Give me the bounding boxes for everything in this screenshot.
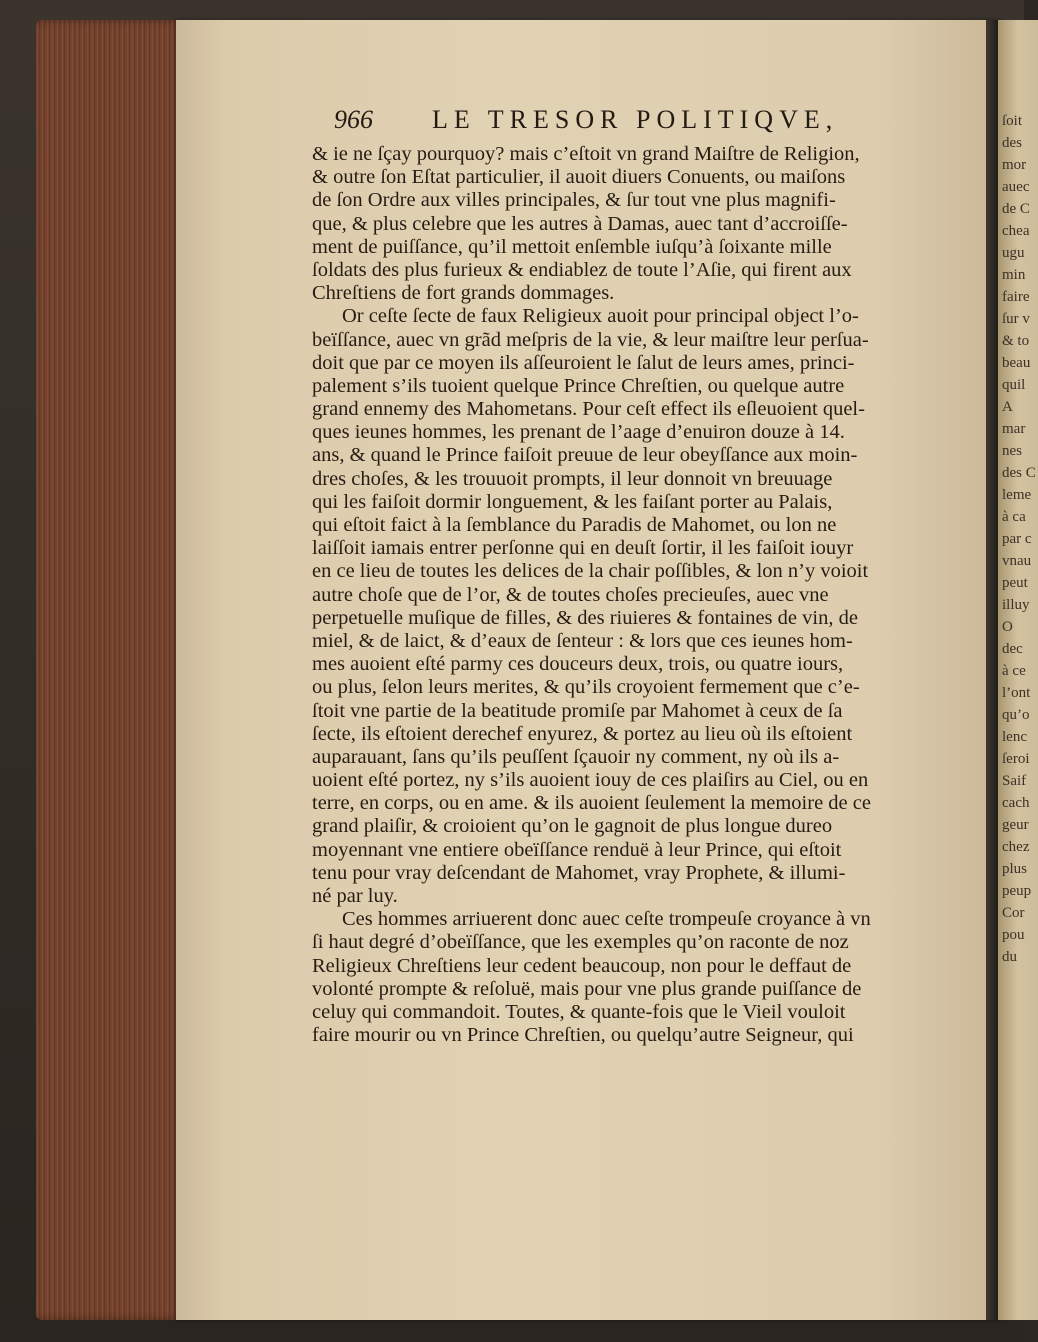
text-line: miel, & de laict, & d’eaux de ſenteur : & lors que ces ieunes hom-	[312, 629, 853, 652]
facing-fragment: plus	[1002, 861, 1028, 877]
facing-fragment: beau	[1002, 355, 1031, 371]
text-line: ſoldats des plus furieux & endiablez de toute l’Aſie, qui firent aux	[312, 258, 852, 281]
text-line: tenu pour vray deſcendant de Mahomet, vray Prophete, & illumi-	[312, 861, 846, 884]
text-line: faire mourir ou vn Prince Chreſtien, ou quelqu’autre Seigneur, qui	[312, 1024, 854, 1047]
text-line: uoient eſté portez, ny s’ils auoient iouy de ces plaiſirs au Ciel, ou en	[312, 769, 869, 792]
facing-fragment: ſur v	[1002, 311, 1030, 327]
facing-fragment: à ce	[1002, 663, 1026, 679]
facing-fragment: mor	[1002, 157, 1027, 173]
text-line: volonté prompte & reſoluë, mais pour vne plus grande puiſſance de	[312, 977, 862, 1000]
text-line: mes auoient eſté parmy ces douceurs deux, trois, ou quatre iours,	[312, 653, 844, 676]
text-line: & outre ſon Eſtat particulier, il auoit diuers Conuents, ou maiſons	[312, 166, 846, 189]
facing-fragment: ſeroi	[1002, 751, 1030, 767]
facing-fragment: peup	[1002, 883, 1032, 899]
facing-fragment: à ca	[1002, 509, 1026, 525]
text-line: ſi haut degré d’obeïſſance, que les exemples qu’on raconte de noz	[312, 931, 849, 954]
facing-fragment: chez	[1002, 839, 1030, 855]
text-line: ſecte, ils eſtoient derechef enyurez, & portez au lieu où ils eſtoient	[312, 722, 853, 745]
facing-fragment: de C	[1002, 201, 1030, 217]
text-line: ſtoit vne partie de la beatitude promiſe par Mahomet à ceux de ſa	[312, 699, 843, 722]
text-line: & ie ne ſçay pourquoy? mais c’eſtoit vn grand Maiſtre de Religion,	[312, 143, 860, 165]
facing-fragment: mar	[1002, 421, 1026, 437]
text-line: ques ieunes hommes, les prenant de l’aage d’enuiron douze à 14.	[312, 421, 845, 444]
text-line: de ſon Ordre aux villes principales, & ſur tout vne plus magnifi-	[312, 189, 836, 212]
text-line: Religieux Chreſtiens leur cedent beaucoup, non pour le deffaut de	[312, 954, 852, 977]
text-line: Ces hommes arriuerent donc auec ceſte trompeuſe croyance à vn	[342, 908, 871, 931]
facing-fragment: qu’o	[1002, 707, 1030, 723]
facing-fragment: vnau	[1002, 553, 1032, 569]
facing-fragment: quil	[1002, 377, 1026, 393]
facing-fragment: illuy	[1002, 597, 1030, 613]
facing-fragment: pou	[1002, 927, 1025, 943]
text-line: en ce lieu de toutes les delices de la chair poſſibles, & lon n’y voioit	[312, 560, 869, 583]
text-line: que, & plus celebre que les autres à Damas, auec tant d’accroiſſe-	[312, 212, 848, 235]
page-number: 966	[334, 105, 373, 134]
text-line: terre, en corps, ou en ame. & ils auoient ſeulement la memoire de ce	[312, 792, 871, 815]
text-line: qui eſtoit faict à la ſemblance du Paradis de Mahomet, ou lon ne	[312, 514, 837, 536]
facing-fragment: min	[1002, 267, 1026, 283]
facing-fragment: geur	[1002, 817, 1029, 833]
facing-fragment: ugu	[1002, 245, 1025, 261]
text-line: Or ceſte ſecte de faux Religieux auoit pour principal object l’o-	[342, 305, 859, 328]
facing-fragment: auec	[1002, 179, 1030, 195]
facing-fragment: O	[1002, 619, 1013, 635]
running-head	[332, 105, 962, 141]
facing-fragment: cach	[1002, 795, 1030, 811]
facing-fragment: Cor	[1002, 905, 1025, 921]
text-line: ou plus, ſelon leurs merites, & qu’ils croyoient fermement que c’e-	[312, 676, 860, 699]
text-line: ans, & quand le Prince faiſoit preuue de leur obeyſſance aux moin-	[312, 444, 858, 467]
text-line: laiſſoit iamais entrer perſonne qui en deuſt ſortir, il les faiſoit iouyr	[312, 537, 854, 560]
text-line: moyennant vne entiere obeïſſance renduë à leur Prince, qui eſtoit	[312, 838, 842, 861]
text-line: perpetuelle muſique de filles, & des riuieres & fontaines de vin, de	[312, 606, 858, 629]
text-line: celuy qui commandoit. Toutes, & quante-fois que le Vieil vouloit	[312, 1000, 846, 1023]
text-line: palement s’ils tuoient quelque Prince Chreſtien, ou quelque autre	[312, 374, 845, 397]
facing-fragment: nes	[1002, 443, 1022, 459]
facing-fragment: A	[1002, 399, 1013, 415]
facing-fragment: des	[1002, 135, 1022, 151]
text-line: auparauant, ſans qu’ils peuſſent ſçauoir ny comment, ny où ils a-	[312, 745, 840, 768]
text-line: grand plaiſir, & croioient qu’on le gagnoit de plus longue dureo	[312, 815, 833, 838]
facing-fragment: leme	[1002, 487, 1032, 503]
facing-fragment: Saif	[1002, 773, 1027, 789]
text-line: qui les faiſoit dormir longuement, & les faiſant porter au Palais,	[312, 490, 833, 513]
facing-fragment: chea	[1002, 223, 1030, 239]
facing-fragment: du	[1002, 949, 1017, 965]
text-line: dres choſes, & les trouuoit prompts, il leur donnoit vn breuuage	[312, 467, 833, 490]
facing-fragment: faire	[1002, 289, 1030, 305]
facing-fragment: dec	[1002, 641, 1023, 657]
page-block-edge	[36, 20, 186, 1320]
text-line: doit que par ce moyen ils aſſeuroient le ſalut de leurs ames, princi-	[312, 351, 855, 374]
facing-fragment: ſoit	[1002, 113, 1023, 129]
text-line: autre choſe que de l’or, & de toutes choſes precieuſes, auec vne	[312, 583, 829, 606]
text-line: ment de puiſſance, qu’il mettoit enſemble iuſqu’à ſoixante mille	[312, 235, 832, 258]
facing-fragment: & to	[1002, 333, 1030, 349]
text-line: beïſſance, auec vn grãd meſpris de la vie, & leur maiſtre leur perſua-	[312, 328, 869, 351]
facing-fragment: l’ont	[1002, 685, 1031, 701]
facing-fragment: par c	[1002, 531, 1032, 547]
text-line: Chreſtiens de fort grands dommages.	[312, 282, 615, 305]
facing-page-text	[1002, 110, 1036, 968]
text-line: grand ennemy des Mahometans. Pour ceſt effect ils eſleuoient quel-	[312, 398, 865, 421]
running-title: LE TRESOR POLITIQVE,	[432, 105, 839, 134]
facing-fragment: des C	[1002, 465, 1036, 481]
body-text	[312, 143, 960, 1047]
facing-fragment: lenc	[1002, 729, 1027, 745]
text-line: né par luy.	[312, 885, 398, 907]
facing-fragment: peut	[1002, 575, 1028, 591]
